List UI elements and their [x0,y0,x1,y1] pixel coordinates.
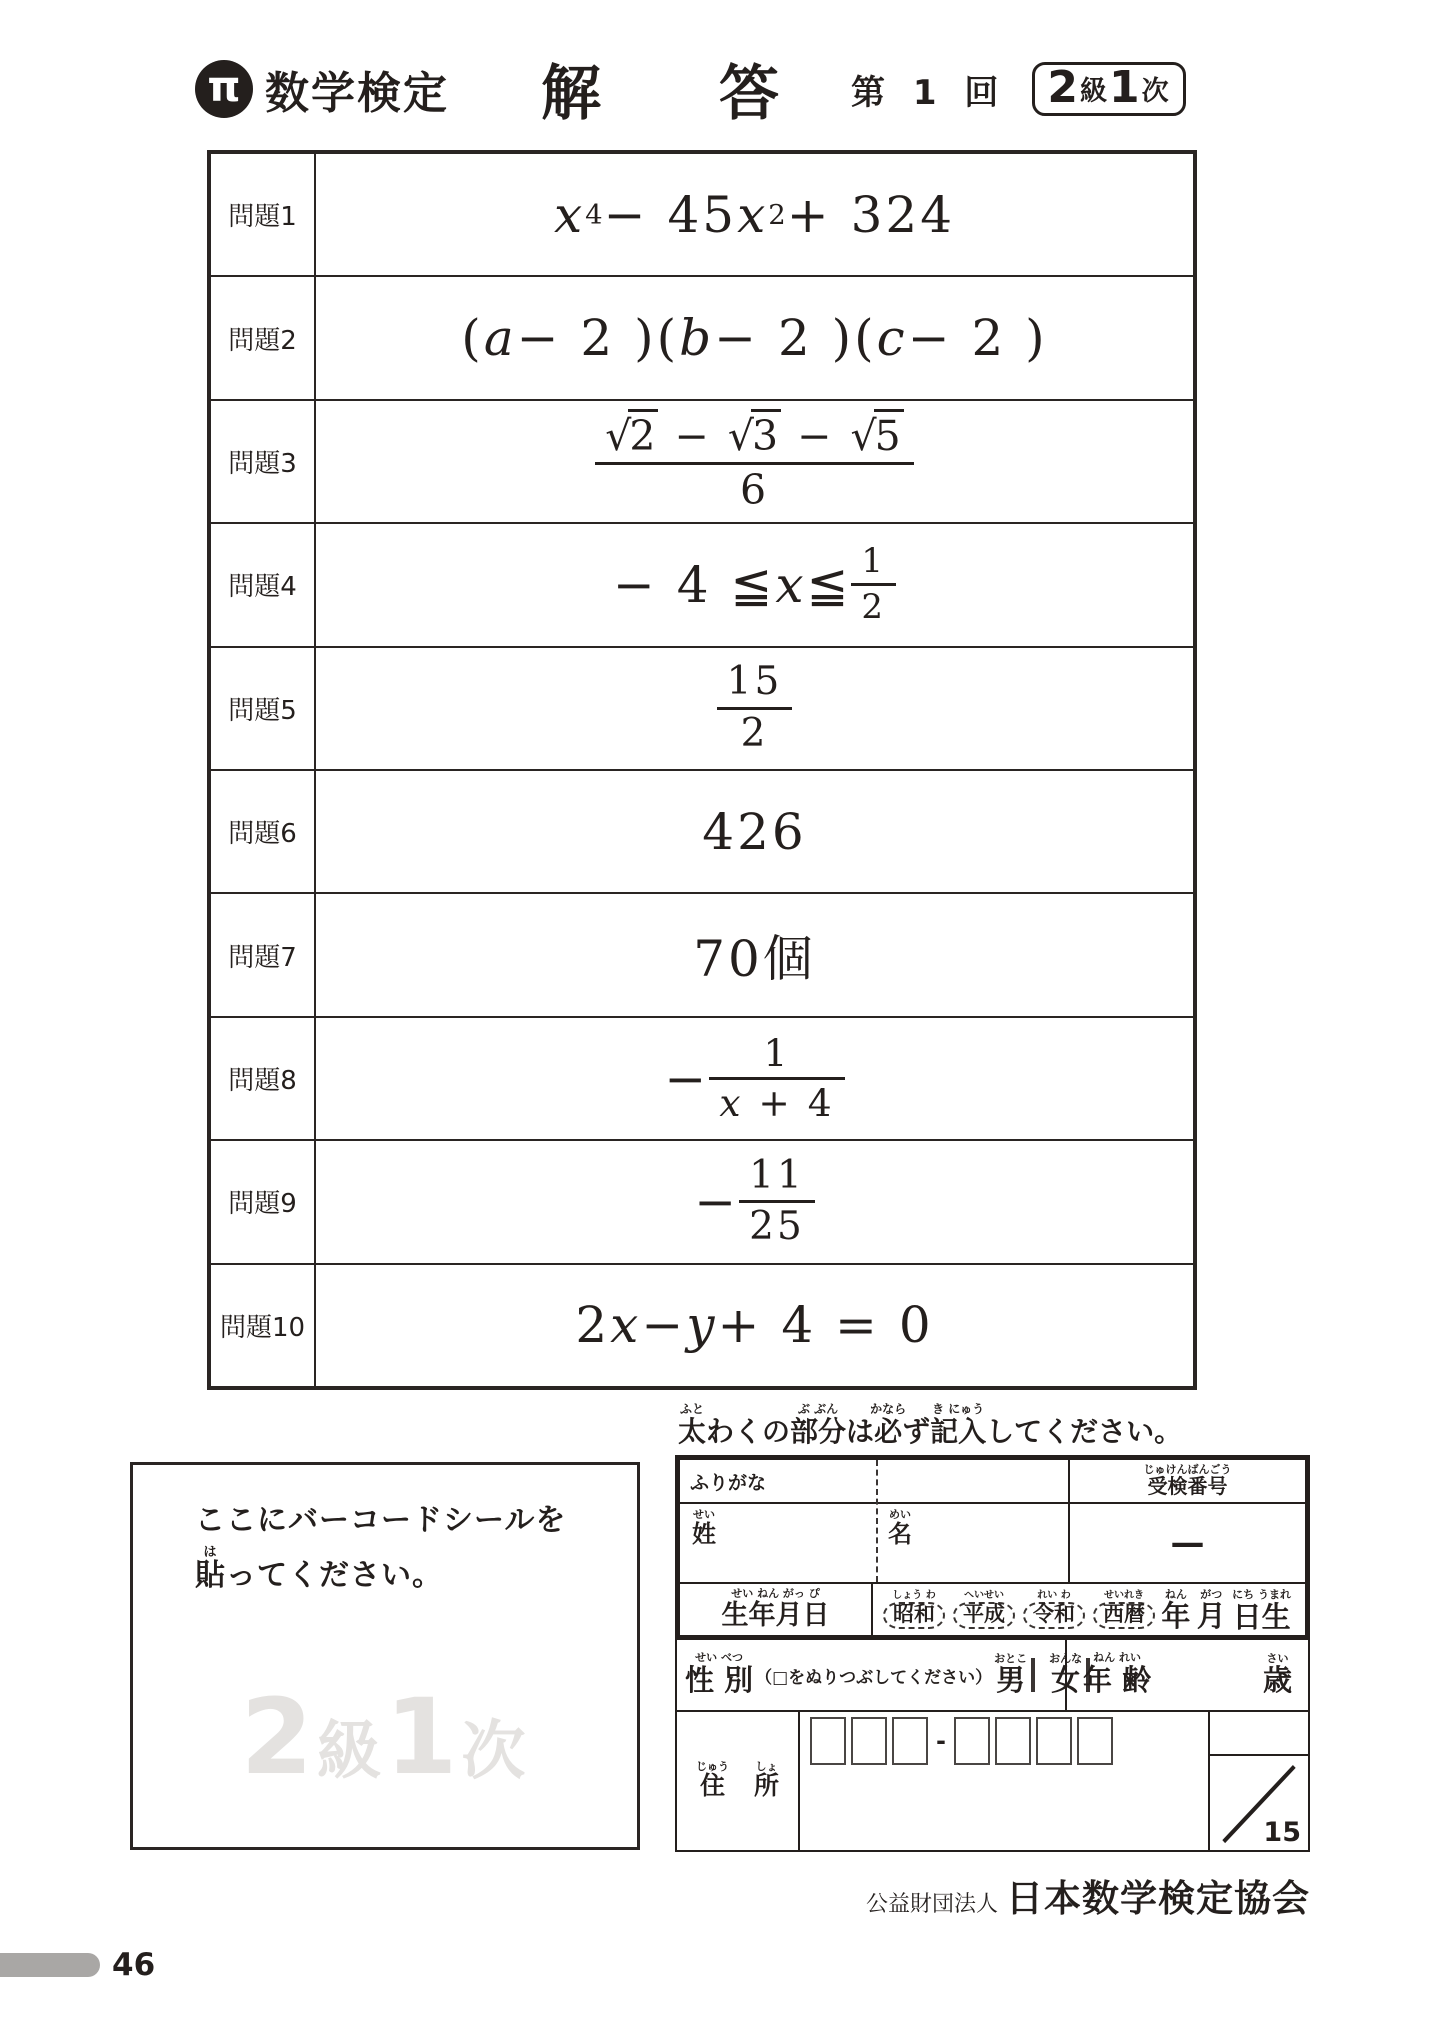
math-text: + 4 = 0 [717,1296,934,1355]
radicand: 2 [628,409,658,460]
answer-row [211,154,1193,275]
radical-icon: √ [605,411,632,460]
math-variable: a [483,309,517,368]
numerator [709,1032,844,1077]
postal-digit-box [892,1717,928,1765]
era-option [1093,1591,1155,1629]
page-number-bar [0,1953,100,1977]
answer-value [316,771,1193,892]
era-option [883,1591,945,1629]
postal-code-boxes [810,1717,1113,1765]
birthdate-row [680,1582,1305,1635]
form-thick-frame [675,1455,1310,1640]
math-text: 2 [740,710,769,756]
applicant-form [675,1455,1310,1852]
year-label: 年ねん [1161,1588,1191,1633]
score-empty-cell [1210,1712,1308,1756]
math-text: − [664,1049,710,1108]
math-variable: x [719,1081,744,1126]
math-text: ≦ [806,555,852,614]
fraction [595,409,914,514]
fraction [717,660,793,757]
address-row [677,1712,1308,1850]
math-variable: x [610,1296,642,1355]
square-root [728,412,781,460]
math-text: − [641,1296,687,1355]
answer-value [316,401,1193,522]
math-text: 1 [763,1030,791,1075]
answer-value [316,154,1193,275]
math-text: 15 [726,658,783,704]
birthdate-fields [873,1588,1305,1632]
answer-row [211,275,1193,398]
notice-text: 太ふとわくの部分ぶ ぶんは必かならず記入き にゅうしてください。 [678,1402,1183,1448]
given-name-label: 名めい [888,1508,912,1548]
problem-label: 問題1 [211,154,316,275]
math-variable: b [679,309,715,368]
math-text: ( [461,309,484,368]
math-text: + 324 [786,185,956,244]
answer-row [211,1016,1193,1139]
address-field [800,1712,1208,1850]
score-denominator: 15 [1263,1817,1301,1848]
problem-label: 問題4 [211,524,316,645]
problem-label: 問題5 [211,648,316,769]
answer-value [316,524,1193,645]
math-text: 426 [702,802,807,861]
day-label: 日生にち うまれ [1232,1587,1291,1634]
address-label: 住じゅう 所しょ [677,1712,800,1850]
name-section [680,1460,1068,1582]
math-text: 25 [749,1204,805,1250]
fraction [739,1154,815,1251]
month-label: 月がつ [1196,1588,1226,1633]
answer-row [211,892,1193,1015]
answer-value [316,1265,1193,1386]
page-title [541,46,779,132]
answer-table [207,150,1197,1390]
problem-label: 問題10 [211,1265,316,1386]
page-number: 46 [112,1947,156,1983]
page-number-footer [0,1947,155,1983]
math-variable: x [553,185,586,244]
math-text: − 2 )( [516,309,680,368]
answer-value [316,648,1193,769]
organization-type: 公益財団法人 [865,1892,998,1917]
radicand: 5 [874,409,904,460]
badge-stage-number: 1 [1108,62,1140,113]
problem-label: 問題3 [211,401,316,522]
watermark-grade-kanji: 級 [317,1715,381,1789]
era-furigana: せいれき [1104,1589,1144,1601]
math-variable: x [775,555,807,614]
math-text: − 4 ≦ [612,555,776,614]
title-char-1: 解 [541,59,601,129]
exam-number-dash: — [1170,1523,1205,1563]
watermark-stage-kanji: 次 [461,1715,526,1789]
postal-digit-box [1077,1717,1113,1765]
era-pill: 昭和 [883,1602,945,1629]
answer-value [316,277,1193,398]
answer-value [316,894,1193,1015]
form-lower-block [675,1640,1310,1852]
gender-label: 性 別せい べつ [685,1651,754,1697]
square-root [851,412,904,460]
title-char-2: 答 [719,59,779,129]
furigana-label: ふりがな [680,1460,1068,1504]
numerator [851,542,896,583]
era-furigana: しょう わ [892,1589,936,1601]
radical-icon: √ [850,411,877,460]
badge-stage-kanji: 次 [1141,75,1169,107]
barcode-box [130,1462,640,1850]
square-root [605,412,658,460]
form-name-number-block [680,1460,1305,1582]
answer-row [211,399,1193,522]
answer-value [316,1018,1193,1139]
barcode-instruction-line1: ここにバーコードシールを [195,1503,567,1538]
answer-row [211,646,1193,769]
denominator [851,583,896,627]
exam-number-section [1068,1460,1305,1582]
header [195,48,1186,130]
era-furigana: へいせい [964,1589,1004,1601]
math-text: 6 [739,466,770,515]
math-text: − 45 [603,185,738,244]
male-checkbox [1031,1658,1035,1692]
era-pill: 西暦 [1093,1602,1155,1629]
postal-digit-box [810,1717,846,1765]
era-pill: 平成 [953,1602,1015,1629]
math-text: − [781,411,851,460]
denominator [595,462,914,514]
organization-name: 日本数学検定協会 [1006,1877,1310,1920]
answer-row [211,522,1193,645]
denominator [717,707,793,757]
era-furigana: れい わ [1037,1589,1071,1601]
watermark-stage-number: 1 [385,1676,458,1798]
math-kentei-logo-icon [195,60,253,118]
badge-grade-kanji: 級 [1079,75,1107,107]
problem-label: 問題7 [211,894,316,1015]
age-unit-label: 歳さい [1262,1651,1292,1697]
math-text: + 4 [743,1081,835,1126]
badge-grade-number: 2 [1047,62,1078,113]
age-field [1067,1640,1308,1710]
denominator [739,1200,815,1250]
era-option [953,1591,1015,1629]
postal-digit-box [954,1717,990,1765]
footer-organization [866,1868,1310,1922]
gender-field [677,1640,1083,1710]
era-options [883,1591,1155,1629]
math-superscript: 4 [585,198,604,231]
radicand: 3 [751,409,781,460]
math-text: 11 [749,1152,805,1198]
numerator [717,660,793,707]
birthdate-label: 生年月日せい ねん がっ ぴ [680,1584,873,1635]
problem-label: 問題8 [211,1018,316,1139]
problem-label: 問題6 [211,771,316,892]
fraction [851,542,896,627]
postal-hyphen: - [936,1727,946,1755]
watermark-grade-number: 2 [240,1676,313,1798]
math-text: 2 [861,587,887,628]
math-superscript: 2 [768,198,787,231]
math-text: − 2 ) [907,309,1048,368]
name-row [680,1504,1068,1580]
math-variable: x [737,185,769,244]
score-cell [1210,1756,1308,1850]
male-label: 男おとこ [994,1651,1028,1697]
era-pill: 令和 [1023,1602,1085,1629]
gender-instruction: （□をぬりつぶしてください） [755,1667,993,1688]
grade-badge [1032,62,1185,116]
numerator [595,409,914,462]
postal-digit-box [995,1717,1031,1765]
name-dashed-divider [876,1460,878,1582]
family-name-label: 姓せい [692,1508,716,1548]
postal-digit-box [851,1717,887,1765]
answer-value [316,1141,1193,1262]
math-text: 1 [861,541,887,582]
numerator [739,1154,815,1201]
age-label: 年 齢ねん れい [1083,1651,1152,1697]
pi-glyph: π [207,62,241,111]
math-text: − [658,411,728,460]
math-text: − 2 )( [714,309,877,368]
radical-icon: √ [727,411,755,460]
answer-row [211,1139,1193,1262]
score-column [1208,1712,1308,1850]
problem-label: 問題2 [211,277,316,398]
answer-row [211,1263,1193,1386]
postal-digit-box [1036,1717,1072,1765]
round-label: 第 1 回 [851,72,1007,113]
math-text: 2 [575,1296,611,1355]
brand-name: 数学検定 [265,68,449,119]
gender-age-row [677,1640,1308,1712]
problem-label: 問題9 [211,1141,316,1262]
exam-number-label: 受検番号じゅけんばんごう [1070,1460,1305,1504]
math-variable: c [876,309,908,368]
barcode-instruction-line2: 貼はってください。 [195,1545,443,1593]
math-variable: y [686,1296,718,1355]
denominator [709,1077,844,1125]
math-text: 70個 [693,930,816,989]
math-text: − [694,1172,740,1231]
grade-watermark [133,1676,637,1798]
female-label: 女おんな [1049,1651,1083,1697]
fraction [709,1032,844,1125]
answer-row [211,769,1193,892]
era-option [1023,1591,1085,1629]
